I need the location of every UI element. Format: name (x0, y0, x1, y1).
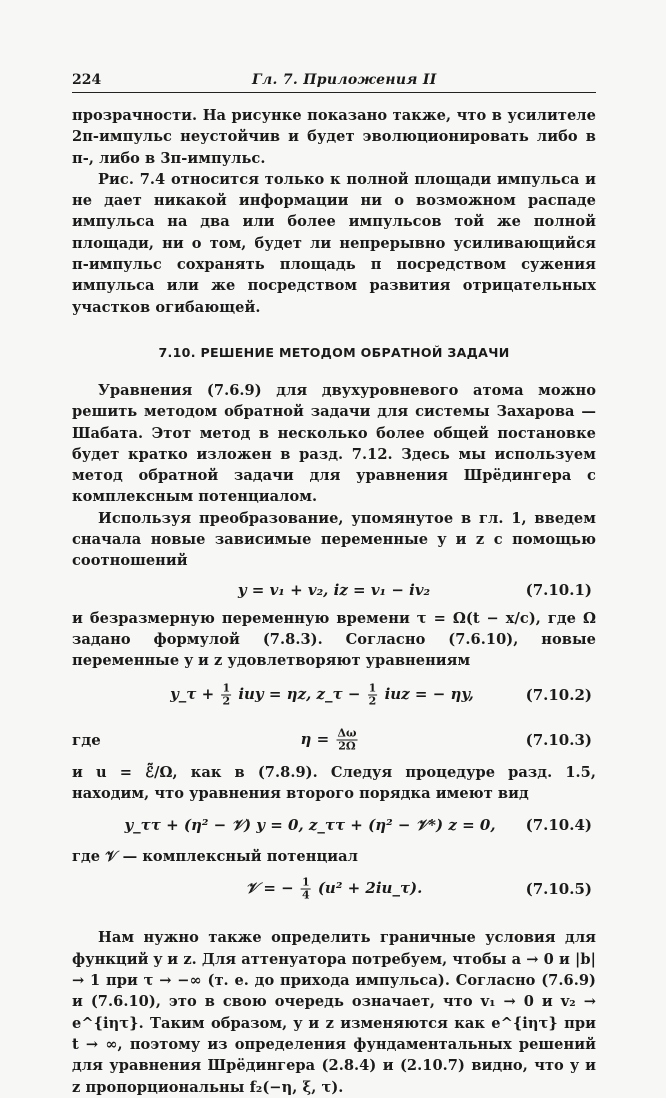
equation-part: (u² + 2iu_τ). (317, 879, 423, 898)
equation-7-10-4 (72, 804, 596, 846)
paragraph-transparency: прозрачности. На рисунке показано также, что в усилителе 2π-импульс неустойчив и будет эволюционировать либо в π-, либо в 3π-импульс. (72, 107, 596, 167)
equation-body: y_ττ + (η² − 𝒱) y = 0, z_ττ + (η² − 𝒱*) z = 0, (124, 816, 496, 835)
equation-part: iuy = ηz, z_τ − (238, 684, 361, 703)
equation-7-10-3 (72, 718, 596, 762)
equation-number: (7.10.5) (525, 880, 592, 899)
fraction-numerator: Δω (337, 726, 357, 740)
section-title: 7.10. РЕШЕНИЕ МЕТОДОМ ОБРАТНОЙ ЗАДАЧИ (158, 344, 510, 360)
where-label: где (72, 730, 101, 749)
paragraph-zakharov-shabat: Уравнения (7.6.9) для двухуровневого атома можно решить методом обратной задачи для системы Захарова — Шабата. Этот метод в несколько более общей постановке будет кратко изложен в разд. 7.12. Здесь мы используем метод обратной задачи для уравнения Шрёдингера с комплексным потенциалом. (72, 381, 596, 506)
running-header (72, 70, 596, 93)
fraction-denominator: 2 (222, 694, 231, 708)
fraction-numerator: 1 (222, 681, 231, 695)
book-page (72, 70, 596, 1098)
fraction (221, 682, 231, 707)
equation-7-10-2 (72, 672, 596, 718)
equation-part: iuz = − ηy, (384, 684, 474, 703)
equation-body (301, 727, 360, 752)
paragraph-transformation: Используя преобразование, упомянутое в гл. 1, введем сначала новые зависимые переменные y и z с помощью соотношений (72, 509, 596, 570)
equation-number: (7.10.3) (525, 730, 592, 749)
page-number: 224 (72, 72, 102, 88)
paragraph-complex-potential: где 𝒱 — комплексный потенциал (72, 848, 359, 866)
equation-part: η = (300, 729, 330, 748)
fraction-numerator: 1 (368, 681, 377, 695)
fraction-numerator: 1 (301, 875, 310, 889)
equation-part: 𝒱 = − (245, 879, 294, 898)
equation-body (246, 877, 423, 902)
spacer (72, 911, 596, 927)
fraction (336, 727, 357, 752)
fraction (301, 877, 311, 902)
paragraph-boundary-conditions: Нам нужно также определить граничные условия для функций y и z. Для аттенуатора потребуем, чтобы a → 0 и |b| → 1 при τ → −∞ (т. е. до прихода импульса). Согласно (7.6.9) и (7.6.10), это в свою очередь означает, что v₁ → 0 и v₂ → e^{iητ}. Таким образом, y и z изменяются как e^{iητ} при t → ∞, поэтому из определения фундаментальных решений для уравнения Шрёдингера (2.8.4) и (2.10.7) видно, что y и z пропорциональны f₂(−η, ξ, τ). (72, 929, 596, 1096)
equation-7-10-5 (72, 867, 596, 911)
fraction (368, 682, 378, 707)
paragraph-second-order: и u = ℰ̃/Ω, как в (7.8.9). Следуя процедуре разд. 1.5, находим, что уравнения второго порядка имеют вид (72, 763, 596, 802)
equation-body (170, 682, 474, 707)
equation-part: y_τ + (170, 684, 215, 703)
fraction-denominator: 2Ω (338, 739, 356, 753)
equation-7-10-1 (72, 572, 596, 608)
fraction-denominator: 2 (368, 694, 377, 708)
equation-body: y = v₁ + v₂, iz = v₁ − iv₂ (237, 580, 431, 599)
fraction-denominator: 4 (301, 888, 310, 902)
paragraph-dimensionless-time: и безразмерную переменную времени τ = Ω(t − x/c), где Ω задано формулой (7.8.3). Согласно (7.6.10), новые переменные y и z удовлетворяют уравнениям (72, 609, 596, 670)
running-title: Гл. 7. Приложения II (252, 72, 437, 88)
paragraph-figure-7-4: Рис. 7.4 относится только к полной площади импульса и не дает никакой информации ни о возможном распаде импульса на два или более импульсов той же полной площади, ни о том, будет ли непрерывно усиливающийся π-импульс сохранять площадь π посредством сужения импульса или же посредством развития отрицательных участков огибающей. (72, 170, 596, 316)
equation-number: (7.10.4) (525, 816, 592, 835)
equation-number: (7.10.1) (525, 580, 592, 599)
equation-number: (7.10.2) (525, 685, 592, 704)
